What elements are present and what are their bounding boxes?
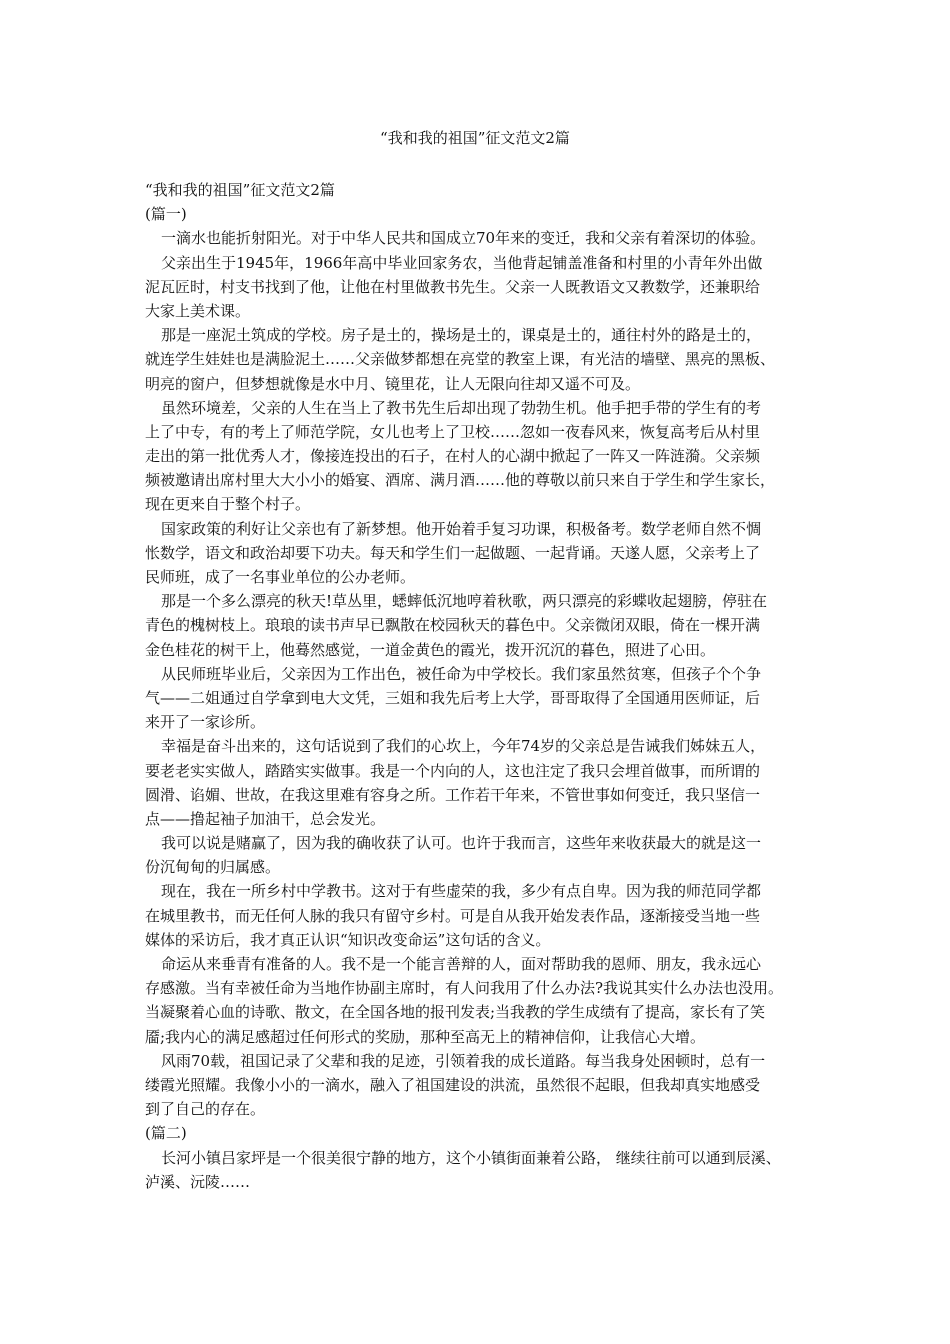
paragraph-line: 媒体的采访后，我才真正认识“知识改变命运”这句话的含义。	[145, 930, 551, 949]
paragraph-line: 幸福是奋斗出来的，这句话说到了我们的心坎上，今年74岁的父亲总是告诫我们姊妹五人，	[161, 737, 766, 756]
paragraph-line: 存感激。当有幸被任命为当地作协副主席时，有人问我用了什么办法?我说其实什么办法也没用。	[145, 979, 784, 998]
paragraph-line: 就连学生娃娃也是满脸泥土……父亲做梦都想在亮堂的教室上课，有光洁的墙壁、黑亮的黑板、	[145, 350, 776, 369]
paragraph-line: 金色桂花的树干上，他蓦然感觉，一道金黄色的霞光，拨开沉沉的暮色，照进了心田。	[145, 640, 716, 659]
document-subtitle: “我和我的祖国”征文范文2篇	[145, 181, 335, 199]
paragraph-line: 要老老实实做人，踏踏实实做事。我是一个内向的人，这也注定了我只会埋首做事，而所谓的	[145, 761, 761, 780]
paragraph-line: 风雨70载，祖国记录了父辈和我的足迹，引领着我的成长道路。每当我身处困顿时，总有一	[161, 1051, 766, 1070]
paragraph-line: 泸溪、沅陵……	[145, 1172, 251, 1191]
paragraph-line: 缕霞光照耀。我像小小的一滴水，融入了祖国建设的洪流，虽然很不起眼，但我却真实地感受	[145, 1075, 761, 1094]
paragraph-line: 靥;我内心的满足感超过任何形式的奖励，那种至高无上的精神信仰，让我信心大增。	[145, 1027, 706, 1046]
paragraph-line: 怅数学，语文和政治却要下功夫。每天和学生们一起做题、一起背诵。天遂人愿，父亲考上了	[145, 543, 761, 562]
paragraph-line: 一滴水也能折射阳光。对于中华人民共和国成立70年来的变迁，我和父亲有着深切的体验。	[161, 229, 766, 248]
paragraph-line: 上了中专，有的考上了师范学院，女儿也考上了卫校……忽如一夜春风来，恢复高考后从村里	[145, 422, 761, 441]
paragraph-line: 来开了一家诊所。	[145, 713, 266, 732]
paragraph-line: 泥瓦匠时，村支书找到了他，让他在村里做教书先生。父亲一人既教语文又教数学，还兼职给	[145, 277, 761, 296]
paragraph-line: 走出的第一批优秀人才，像接连投出的石子，在村人的心湖中掀起了一阵又一阵涟漪。父亲频	[145, 447, 761, 466]
paragraph-line: 我可以说是赌赢了，因为我的确收获了认可。也许于我而言，这些年来收获最大的就是这一	[161, 834, 762, 853]
paragraph-line: 国家政策的利好让父亲也有了新梦想。他开始着手复习功课，积极备考。数学老师自然不惆	[161, 519, 762, 538]
paragraph-line: (篇二)	[145, 1124, 187, 1143]
document-title: “我和我的祖国”征文范文2篇	[380, 129, 570, 147]
paragraph-line: 点——撸起袖子加油干，总会发光。	[145, 809, 386, 828]
paragraph-line: 那是一个多么漂亮的秋天!草丛里，蟋蟀低沉地哼着秋歌，两只漂亮的彩蝶收起翅膀，停驻在	[161, 592, 768, 611]
paragraph-line: 父亲出生于1945年，1966年高中毕业回家务农，当他背起铺盖准备和村里的小青年外出做	[161, 253, 763, 272]
paragraph-line: 气——二姐通过自学拿到电大文凭，三姐和我先后考上大学，哥哥取得了全国通用医师证，后	[145, 688, 761, 707]
paragraph-line: 份沉甸甸的归属感。	[145, 858, 281, 877]
paragraph-line: 那是一座泥土筑成的学校。房子是土的，操场是土的，课桌是土的，通往村外的路是土的，	[161, 326, 762, 345]
paragraph-line: (篇一)	[145, 205, 187, 224]
paragraph-line: 当凝聚着心血的诗歌、散文，在全国各地的报刊发表;当我教的学生成绩有了提高，家长有了笑	[145, 1003, 766, 1022]
paragraph-line: 长河小镇吕家坪是一个很美很宁静的地方，这个小镇街面兼着公路， 继续往前可以通到辰溪、	[161, 1148, 781, 1167]
paragraph-line: 民师班，成了一名事业单位的公办老师。	[145, 568, 416, 586]
paragraph-line: 青色的槐树枝上。琅琅的读书声早已飘散在校园秋天的暮色中。父亲微闭双眼，倚在一棵开满	[145, 616, 761, 635]
paragraph-line: 到了自己的存在。	[145, 1100, 266, 1119]
paragraph-line: 大家上美术课。	[145, 301, 251, 320]
paragraph-line: 现在更来自于整个村子。	[145, 495, 311, 514]
paragraph-line: 圆滑、谄媚、世故，在我这里难有容身之所。工作若干年来，不管世事如何变迁，我只坚信一	[145, 785, 761, 804]
paragraph-line: 现在，我在一所乡村中学教书。这对于有些虚荣的我，多少有点自卑。因为我的师范同学都	[161, 882, 762, 901]
paragraph-line: 虽然环境差，父亲的人生在当上了教书先生后却出现了勃勃生机。他手把手带的学生有的考	[161, 398, 762, 417]
paragraph-line: 明亮的窗户，但梦想就像是水中月、镜里花，让人无限向往却又遥不可及。	[145, 374, 641, 393]
paragraph-line: 在城里教书，而无任何人脉的我只有留守乡村。可是自从我开始发表作品，逐渐接受当地一些	[145, 906, 761, 925]
paragraph-line: 从民师班毕业后，父亲因为工作出色，被任命为中学校长。我们家虽然贫寒，但孩子个个争	[161, 664, 762, 683]
document-body	[145, 178, 825, 1194]
paragraph-line: 频被邀请出席村里大大小小的婚宴、酒席、满月酒……他的尊敬以前只来自于学生和学生家长，	[145, 471, 776, 490]
paragraph-line: 命运从来垂青有准备的人。我不是一个能言善辩的人，面对帮助我的恩师、朋友，我永远心	[161, 955, 762, 973]
